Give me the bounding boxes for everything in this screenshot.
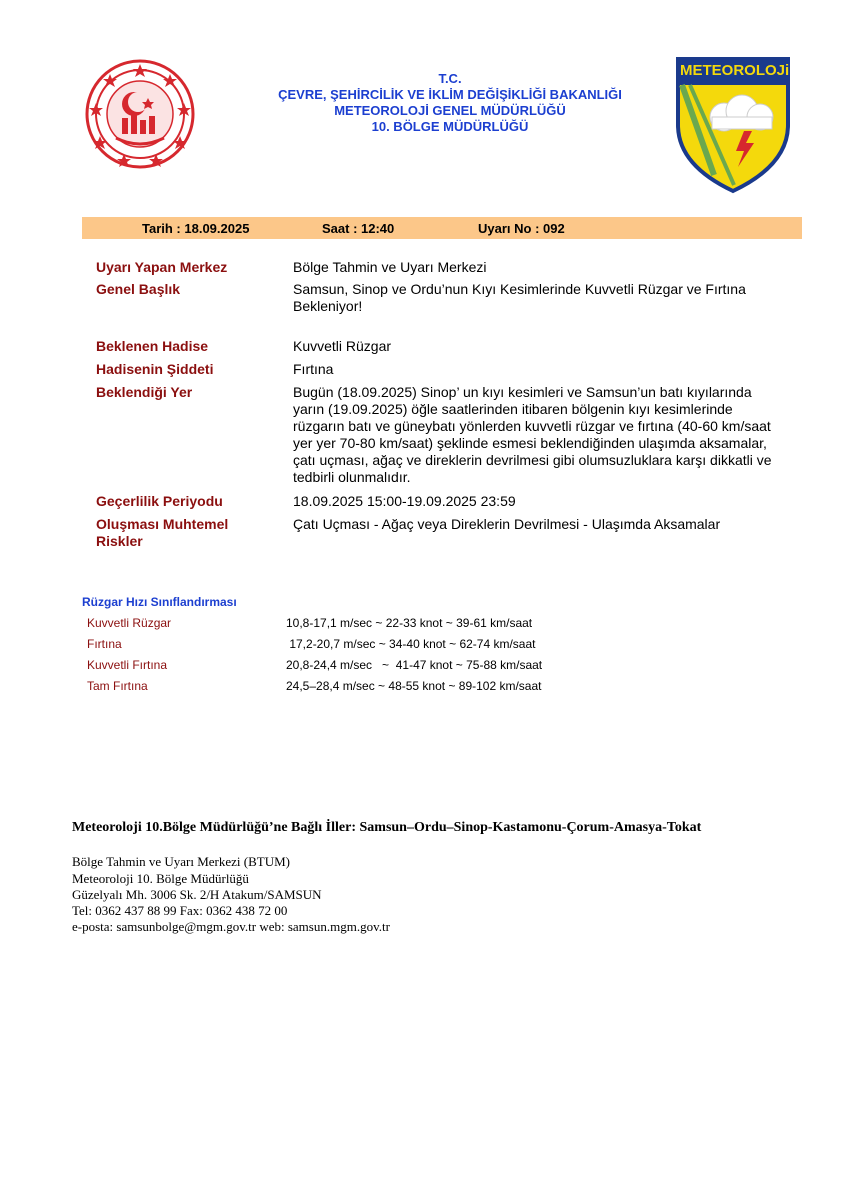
wind-row-label: Kuvvetli Rüzgar [87, 616, 172, 630]
warning-time: Saat : 12:40 [322, 221, 395, 236]
event-label: Beklenen Hadise [96, 338, 209, 354]
wind-row-value: 17,2-20,7 m/sec ~ 34-40 knot ~ 62-74 km/saat [286, 637, 536, 651]
center-value: Bölge Tahmin ve Uyarı Merkezi [293, 259, 487, 275]
meteoroloji-logo-text: METEOROLOJi [680, 62, 790, 79]
period-label: Geçerlilik Periyodu [96, 493, 223, 509]
center-label: Uyarı Yapan Merkez [96, 259, 228, 275]
header-line-tc: T.C. [438, 71, 462, 86]
meteoroloji-logo [674, 55, 792, 195]
severity-value: Fırtına [293, 361, 334, 377]
address-email-web: e-posta: samsunbolge@mgm.gov.tr web: samsun.mgm.gov.tr [72, 919, 390, 934]
header-ministry: ÇEVRE, ŞEHİRCİLİK VE İKLİM DEĞİŞİKLİĞİ BAKANLIĞI [278, 87, 622, 102]
info-bar [82, 217, 802, 239]
wind-row-value: 20,8-24,4 m/sec ~ 41-47 knot ~ 75-88 km/saat [286, 658, 543, 672]
wind-row-value: 24,5–28,4 m/sec ~ 48-55 knot ~ 89-102 km/saat [286, 679, 542, 693]
ministry-logo [84, 58, 196, 170]
severity-label: Hadisenin Şiddeti [96, 361, 214, 377]
risk-value: Çatı Uçması - Ağaç veya Direklerin Devrilmesi - Ulaşımda Aksamalar [293, 516, 721, 532]
warning-number: Uyarı No : 092 [478, 221, 565, 236]
title-value: Samsun, Sinop ve Ordu’nun Kıyı Kesimlerinde Kuvvetli Rüzgar ve Fırtına Bekleniyor! [293, 281, 746, 314]
address-phone: Tel: 0362 437 88 99 Fax: 0362 438 72 00 [72, 903, 288, 918]
wind-row-label: Kuvvetli Fırtına [87, 658, 168, 672]
wind-row-value: 10,8-17,1 m/sec ~ 22-33 knot ~ 39-61 km/saat [286, 616, 533, 630]
wind-row-label: Tam Fırtına [87, 679, 148, 693]
address-directorate: Meteoroloji 10. Bölge Müdürlüğü [72, 871, 249, 886]
event-value: Kuvvetli Rüzgar [293, 338, 392, 354]
address-street: Güzelyalı Mh. 3006 Sk. 2/H Atakum/SAMSUN [72, 887, 322, 902]
risk-label-line1: Oluşması Muhtemel [96, 516, 229, 532]
title-label: Genel Başlık [96, 281, 181, 297]
period-value: 18.09.2025 15:00-19.09.2025 23:59 [293, 493, 516, 509]
place-label: Beklendiği Yer [96, 384, 193, 400]
provinces-line: Meteoroloji 10.Bölge Müdürlüğü’ne Bağlı İller: Samsun–Ordu–Sinop-Kastamonu-Çorum-Amasya-Tokat [72, 820, 702, 835]
header-region: 10. BÖLGE MÜDÜRLÜĞÜ [371, 119, 529, 134]
wind-row-label: Fırtına [87, 637, 122, 651]
wind-classification-title: Rüzgar Hızı Sınıflandırması [82, 595, 237, 609]
place-value: Bugün (18.09.2025) Sinop’ un kıyı kesimleri ve Samsun’un batı kıyılarında yarın (19.09.2025) öğle saatlerinden itibaren bölgenin kıyı kesimlerinde rüzgarın batı ve güneybatı yönlerden kuvvetli rüzgar ve fırtına (40-60 km/saat yer yer 70-80 km/saat) şeklinde esmesi beklendiğinden ulaşımda aksamalar, çatı uçması, ağaç ve direklerin devrilmesi gibi olumsuzluklara karşı dikkatli ve tedbirli olunmalıdır. [293, 384, 772, 485]
header-directorate: METEOROLOJİ GENEL MÜDÜRLÜĞÜ [334, 103, 566, 118]
warning-date: Tarih : 18.09.2025 [142, 221, 250, 236]
address-center: Bölge Tahmin ve Uyarı Merkezi (BTUM) [72, 854, 290, 869]
risk-label-line2: Riskler [96, 533, 143, 549]
